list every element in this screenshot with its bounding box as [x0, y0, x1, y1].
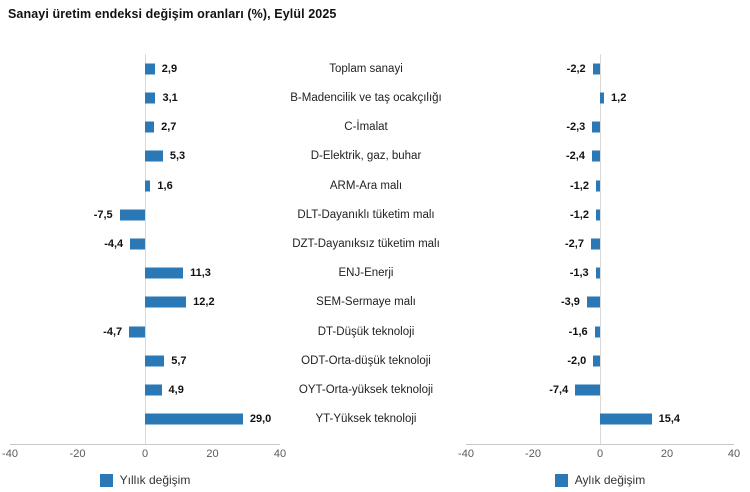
bar-row [466, 54, 734, 83]
bar [600, 92, 604, 103]
category-label: DZT-Dayanıksız tüketim malı [292, 238, 440, 251]
bar-row [466, 288, 734, 317]
monthly-x-axis [458, 447, 741, 464]
bar-row [10, 229, 280, 258]
monthly-change-chart [458, 54, 741, 487]
category-label: ARM-Ara malı [329, 179, 403, 192]
value-label: 1,2 [611, 91, 627, 104]
category-label: ENJ-Enerji [338, 267, 394, 280]
value-label: 4,9 [168, 384, 184, 397]
annual-legend-swatch-icon [100, 474, 113, 487]
bar [593, 355, 600, 366]
bar-row [10, 54, 280, 83]
x-axis-tick-label: -40 [2, 448, 18, 460]
x-axis-tick-label: 0 [141, 448, 149, 460]
bar [595, 326, 600, 337]
category-label: SEM-Sermaye malı [316, 296, 416, 309]
annual-plot-area [10, 54, 280, 445]
value-label: 12,2 [193, 296, 215, 309]
bar [130, 239, 145, 250]
value-label: 29,0 [249, 413, 272, 426]
category-label: B-Madencilik ve taş ocakçılığı [290, 91, 442, 104]
bar [575, 385, 600, 396]
x-axis-tick-label: 40 [273, 448, 287, 460]
bar [596, 180, 600, 191]
bar [145, 63, 155, 74]
bar [145, 268, 183, 279]
bar-row [466, 346, 734, 375]
category-label: ODT-Orta-düşük teknoloji [301, 354, 431, 367]
bar [145, 122, 154, 133]
bar-row [10, 288, 280, 317]
bar-row [466, 142, 734, 171]
bar [587, 297, 600, 308]
bar [596, 268, 600, 279]
bar [129, 326, 145, 337]
bar [145, 355, 164, 366]
bar [591, 239, 600, 250]
bar [600, 414, 652, 425]
value-label: -2,4 [566, 150, 585, 163]
bar [145, 92, 155, 103]
x-axis-tick-label: -20 [525, 448, 541, 460]
chart-title: Sanayi üretim endeksi değişim oranları (%), Eylül 2025 [8, 7, 337, 21]
bar-row [10, 376, 280, 405]
bar-row [10, 112, 280, 141]
charts-container [2, 54, 742, 487]
monthly-bar-rows [466, 54, 734, 434]
value-label: -2,7 [565, 238, 584, 251]
bar [592, 122, 600, 133]
monthly-legend-swatch-icon [555, 474, 568, 487]
bar-row [466, 83, 734, 112]
bar [120, 209, 145, 220]
x-axis-tick-label: 20 [206, 448, 219, 460]
bar-row [10, 142, 280, 171]
bar [145, 151, 163, 162]
bar [593, 63, 600, 74]
value-label: -2,0 [567, 354, 587, 367]
bar-row [466, 405, 734, 434]
bar-row [466, 112, 734, 141]
value-label: -2,3 [566, 121, 586, 134]
category-label: D-Elektrik, gaz, buhar [310, 150, 422, 163]
x-axis-tick-label: -20 [69, 448, 86, 460]
x-axis-tick-label: 0 [596, 448, 604, 460]
value-label: -1,3 [569, 267, 589, 280]
bar-row [10, 171, 280, 200]
annual-legend-label: Yıllık değişim [119, 473, 191, 487]
value-label: 2,9 [161, 62, 178, 75]
bar-row [466, 229, 734, 258]
category-label: DT-Düşük teknoloji [317, 325, 415, 338]
category-label: DLT-Dayanıklı tüketim malı [297, 208, 435, 221]
value-label: -7,4 [549, 384, 569, 397]
value-label: -1,2 [570, 208, 589, 221]
bar-row [466, 317, 734, 346]
bar-row [10, 317, 280, 346]
bar-row [466, 376, 734, 405]
value-label: 2,7 [161, 121, 177, 134]
value-label: -3,9 [560, 296, 580, 309]
x-axis-tick-label: 40 [727, 448, 741, 460]
bar-row [10, 405, 280, 434]
bar-row [466, 259, 734, 288]
bar [592, 151, 600, 162]
bar [145, 180, 150, 191]
monthly-plot-area [466, 54, 734, 445]
monthly-legend [466, 473, 734, 487]
category-label: Toplam sanayi [329, 62, 403, 75]
value-label: -4,4 [104, 238, 124, 251]
value-label: 15,4 [658, 413, 680, 426]
bar-row [10, 83, 280, 112]
annual-change-chart [2, 54, 287, 487]
category-label: OYT-Orta-yüksek teknoloji [298, 384, 434, 397]
value-label: 5,7 [171, 354, 187, 367]
bar [145, 297, 186, 308]
annual-legend [10, 473, 280, 487]
value-label: 1,6 [157, 179, 173, 192]
bar-row [10, 200, 280, 229]
value-label: 11,3 [190, 267, 211, 280]
bar [145, 414, 243, 425]
x-axis-tick-label: 20 [660, 448, 674, 460]
value-label: -2,2 [566, 62, 586, 75]
annual-bar-rows [10, 54, 280, 434]
monthly-legend-label: Aylık değişim [574, 473, 646, 487]
x-axis-tick-label: -40 [458, 448, 474, 460]
bar-row [10, 346, 280, 375]
bar-row [466, 200, 734, 229]
bar-row [466, 171, 734, 200]
category-labels-column [280, 54, 452, 434]
category-label: C-İmalat [344, 121, 388, 134]
value-label: -1,6 [568, 325, 588, 338]
annual-x-axis [2, 447, 287, 464]
value-label: -4,7 [103, 325, 123, 338]
value-label: -7,5 [93, 208, 113, 221]
value-label: -1,2 [570, 179, 589, 192]
value-label: 5,3 [169, 150, 186, 163]
bar [145, 385, 162, 396]
category-label: YT-Yüksek teknoloji [315, 413, 417, 426]
bar-row [10, 259, 280, 288]
bar [596, 209, 600, 220]
value-label: 3,1 [162, 91, 178, 104]
